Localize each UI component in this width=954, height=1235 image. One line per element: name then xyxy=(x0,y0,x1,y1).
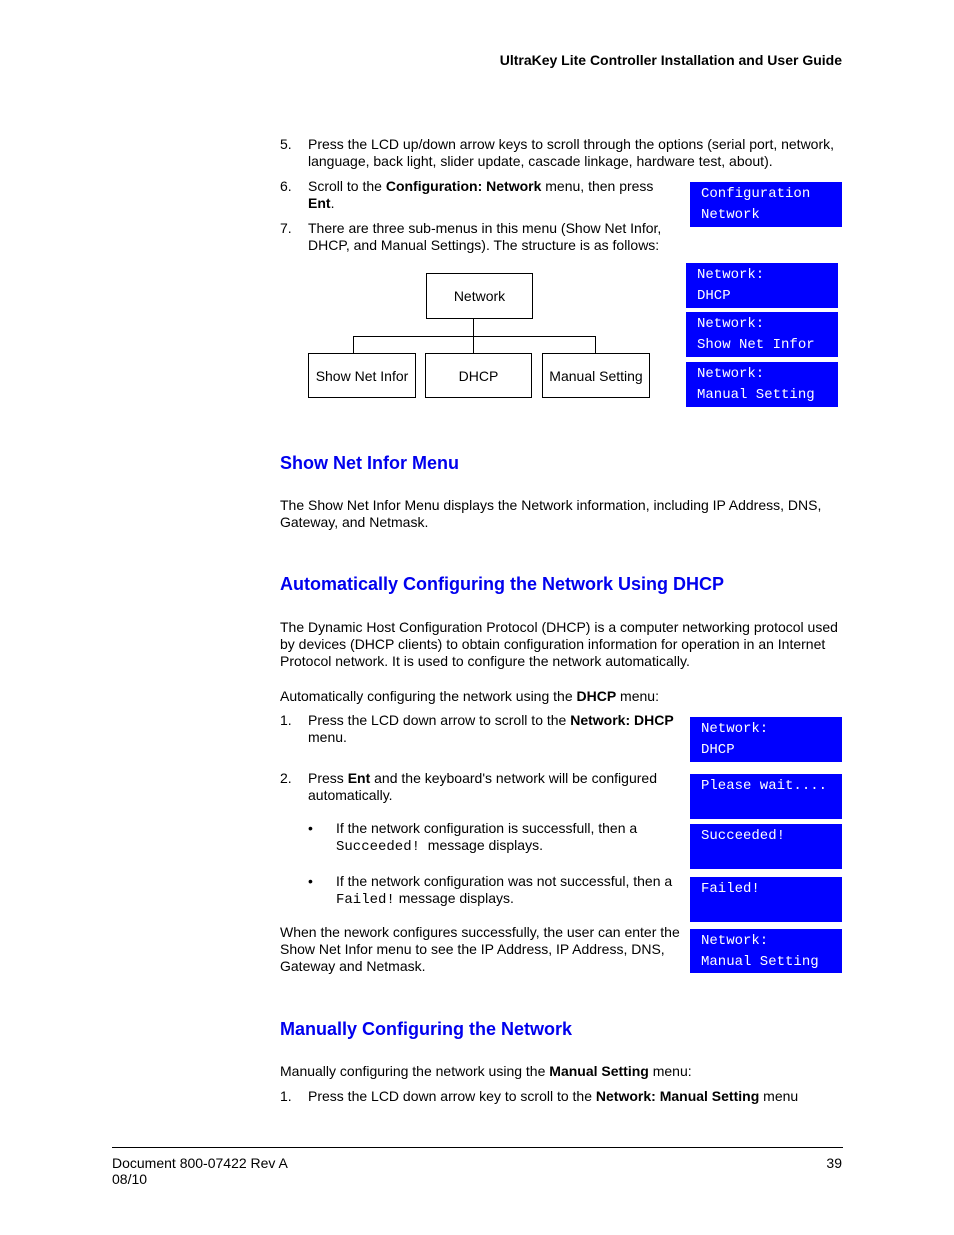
dhcp-description: The Dynamic Host Configuration Protocol (DHCP) is a computer networking protocol used by devices (DHCP clients) to obtain configuration information for operation in an Internet Protocol network. It is used to configure the network automatically. xyxy=(280,619,838,669)
lcd-network-show-net-infor: Network: Show Net Infor xyxy=(686,312,838,357)
diagram-connector xyxy=(595,336,596,353)
ent-key-ref: Ent xyxy=(308,195,331,211)
lcd-dhcp-network-dhcp: Network: DHCP xyxy=(690,717,842,762)
failed-message-ref: Failed! xyxy=(336,892,395,908)
succeeded-message-ref: Succeeded! xyxy=(336,839,421,855)
dhcp-closing: When the nework configures successfully, the user can enter the Show Net Infor menu to see the IP Address, IP Address, DNS, Gateway and Netmask. xyxy=(280,924,680,974)
diagram-connector xyxy=(473,319,474,337)
diagram-connector xyxy=(353,336,595,337)
manual-intro: Manually configuring the network using the Manual Setting menu: xyxy=(280,1063,692,1079)
diagram-node-dhcp: DHCP xyxy=(425,353,532,398)
lcd-network-dhcp: Network: DHCP xyxy=(686,263,838,308)
diagram-connector xyxy=(353,336,354,353)
config-network-ref: Configuration: Network xyxy=(385,178,542,194)
diagram-node-network: Network xyxy=(426,273,533,319)
heading-manual-config: Manually Configuring the Network xyxy=(280,1019,573,1039)
lcd-network-manual-setting: Network: Manual Setting xyxy=(686,362,838,407)
step-5-line1: Press the LCD up/down arrow keys to scroll through the options (serial port, network, xyxy=(308,136,835,152)
page-number: 39 xyxy=(826,1155,842,1171)
running-header: UltraKey Lite Controller Installation and User Guide xyxy=(499,52,842,68)
diagram-node-show-net-infor: Show Net Infor xyxy=(308,353,416,398)
heading-show-net-infor: Show Net Infor Menu xyxy=(280,453,459,473)
footer-doc-number: Document 800-07422 Rev A xyxy=(112,1155,288,1171)
footer-doc-info xyxy=(112,1155,288,1187)
lcd-failed: Failed! xyxy=(690,877,842,922)
diagram-node-manual-setting: Manual Setting xyxy=(542,353,650,398)
lcd-please-wait: Please wait.... xyxy=(690,774,842,819)
show-net-infor-paragraph: The Show Net Infor Menu displays the Network information, including IP Address, DNS, Gateway, and Netmask. xyxy=(280,497,822,530)
lcd-succeeded: Succeeded! xyxy=(690,824,842,869)
dhcp-intro: Automatically configuring the network using the DHCP menu: xyxy=(280,688,659,704)
step-5-line2: language, back light, slider update, cascade linkage, hardware test, about). xyxy=(308,153,773,169)
footer-date: 08/10 xyxy=(112,1171,148,1187)
lcd-dhcp-manual-setting: Network: Manual Setting xyxy=(690,929,842,973)
lcd-config-network: Configuration Network xyxy=(690,182,842,227)
diagram-connector xyxy=(473,336,474,353)
heading-dhcp: Automatically Configuring the Network Using DHCP xyxy=(280,574,725,594)
footer-rule xyxy=(112,1147,843,1148)
